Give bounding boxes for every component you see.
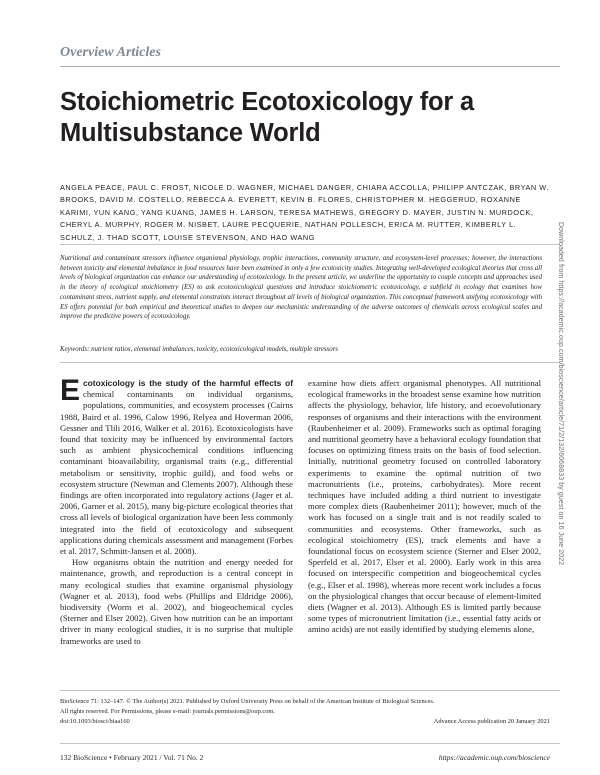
abstract-top-rule bbox=[60, 244, 560, 245]
drop-cap: E bbox=[60, 374, 81, 407]
advance-access: Advance Access publication 20 January 2021 bbox=[433, 718, 550, 725]
author-list: ANGELA PEACE, PAUL C. FROST, NICOLE D. WAGNER, MICHAEL DANGER, CHIARA ACCOLLA, PHILIPP ANTCZAK, BRYAN W. BROOKS, DAVID M. COSTELLO, REBECCA A. EVERETT, KEVIN B. FLORES, CHRISTOPHER M. HEGGERUD, ROXANNE KARIMI, YUN KANG, YANG KUANG, JAMES H. LARSON, TERESA MATHEWS, GREGORY D. MAYER, JUSTIN N. MURDOCK, CHERYL A. MURPHY, ROGER M. NISBET, LAURE PECQUERIE, NATHAN POLLESCH, ERICA M. RUTTER, KIMBERLY L. SCHULZ, J. THAD SCOTT, LOUISE STEVENSON, AND HAO WANG bbox=[60, 183, 549, 242]
page-footer-rule bbox=[60, 743, 560, 744]
abstract: Nutritional and contaminant stressors influence organismal physiology, trophic interactions, community structure, and ecosystem-level processes; however, the interactions between toxicity and elemental imbalance in food resources have been examined in only a few ecotoxicity studies. Integrating well-developed ecological theories that cross all levels of biological organization can enhance our understanding of ecotoxicology. In the present article, we underline the opportunity to couple concepts and approaches used in the theory of ecological stoichiometry (ES) to ask ecotoxicological questions and introduce stoichiometric ecotoxicology, a subfield in ecology that examines how contaminant stress, nutrient supply, and elemental constraints interact throughout all levels of biological organization. This conceptual framework unifying ecotoxicology with ES offers potential for both empirical and theoretical studies to deepen our mechanistic understanding of the adverse outcomes of chemicals across ecological scales and improve the predictive powers of ecotoxicology. bbox=[60, 255, 542, 321]
publication-footer bbox=[60, 697, 550, 727]
paragraph-2: How organisms obtain the nutrition and energy needed for maintenance, growth, and reproduction is a central concept in many ecological studies that examine organismal physiology (Wagner et al. 2013), food webs (Phillips and Eldridge 2006), biodiversity (Worm et al. 2002), and biogeochemical cycles (Sterner and Elser 2002). Given how nutrition can be an important driver in many ecological studies, it is no surprise that multiple frameworks are used to bbox=[60, 557, 293, 646]
body-column-right bbox=[308, 378, 541, 636]
section-label: Overview Articles bbox=[60, 45, 161, 60]
download-side-note: Downloaded from https://academic.oup.com/bioscience/article/71/2/132/6068833 by guest on 16 June 2022 bbox=[557, 222, 564, 566]
permissions-line: All rights reserved. For Permissions, please e-mail: journals.permissions@oup.com. bbox=[60, 708, 275, 715]
paragraph-1-text: chemical contaminants on individual organisms, populations, communities, and ecosystem processes (Cairns 1988, Baird et al. 1996, Calow 1996, Relyea and Hoverman 2006, Gessner and Tlili 2016, Walker et al. 2016). Ecotoxicologists have found that toxicity may be influenced by environmental factors such as ambient physicochemical conditions influencing contaminant bioavailability, organismal traits (e.g., differential metabolism or sensitivity, trophic guild), and food webs or ecosystem structure (Newman and Clements 2007). Although these findings are often incorporated into regulatory actions (Jager et al. 2006, Garner et al. 2015), many big-picture ecological theories that cross all levels of biological organization have been less commonly integrated into the field of ecotoxicology and subsequent applications during chemicals assessment and management (Forbes et al. 2017, Schmitt-Jansen et al. 2008). bbox=[60, 389, 293, 557]
body-column-left bbox=[60, 374, 293, 647]
keywords: Keywords: nutrient ratios, elemental imbalances, toxicity, ecotoxicological models, multiple stressors bbox=[60, 346, 338, 353]
paragraph-3: examine how diets affect organismal phenotypes. All nutritional ecological frameworks in the broadest sense examine how nutrition affects the physiology, behavior, life history, and ecoevolutionary responses of organisms and their interactions with the environment (Raubenheimer et al. 2009). Frameworks such as optimal foraging and nutritional geometry have a behavioral ecology foundation that focuses on optimizing fitness traits on the basis of food selection. Initially, nutritional geometry focused on controlled laboratory experiments to examine the optimal nutrition of two macronutrients (i.e., proteins, carbohydrates). More recent techniques have included adding a third nutrient to investigate more complex diets (Raubenheimer 2011); however, much of the work has focused on a single trait and is not readily scaled to communities and ecosystems. Other frameworks, such as ecological stoichiometry (ES), track elements and have a foundational focus on ecosystem science (Sterner and Elser 2002, Sperfeld et al. 2017, Elser et al. 2000). Early work in this area focused on interspecific competition and biogeochemical cycles (e.g., Elser et al. 1998), whereas more recent work includes a focus on the physiological changes that occur because of element-limited diets (Wagner et al. 2013). Although ES is limited partly because some types of micronutrient limitation (i.e., essential fatty acids or amino acids) are not easily identified by studying elements alone, bbox=[308, 378, 541, 635]
article-title: Stoichiometric Ecotoxicology for a Multisubstance World bbox=[60, 88, 475, 147]
page-footer bbox=[60, 753, 550, 762]
footer-rule bbox=[60, 690, 560, 691]
header-rule bbox=[60, 66, 560, 67]
abstract-bottom-rule bbox=[60, 362, 560, 363]
lead-text: cotoxicology is the study of the harmful effects of bbox=[83, 378, 293, 388]
copyright-line: BioScience 71: 132–147. © The Author(s) 2021. Published by Oxford University Press on behalf of the American Institute of Biological Sciences. bbox=[60, 698, 435, 705]
page-footer-left: 132 BioScience • February 2021 / Vol. 71 No. 2 bbox=[60, 753, 204, 762]
doi: doi:10.1093/biosci/biaa160 bbox=[60, 718, 130, 725]
journal-url[interactable]: https://academic.oup.com/bioscience bbox=[438, 753, 550, 762]
